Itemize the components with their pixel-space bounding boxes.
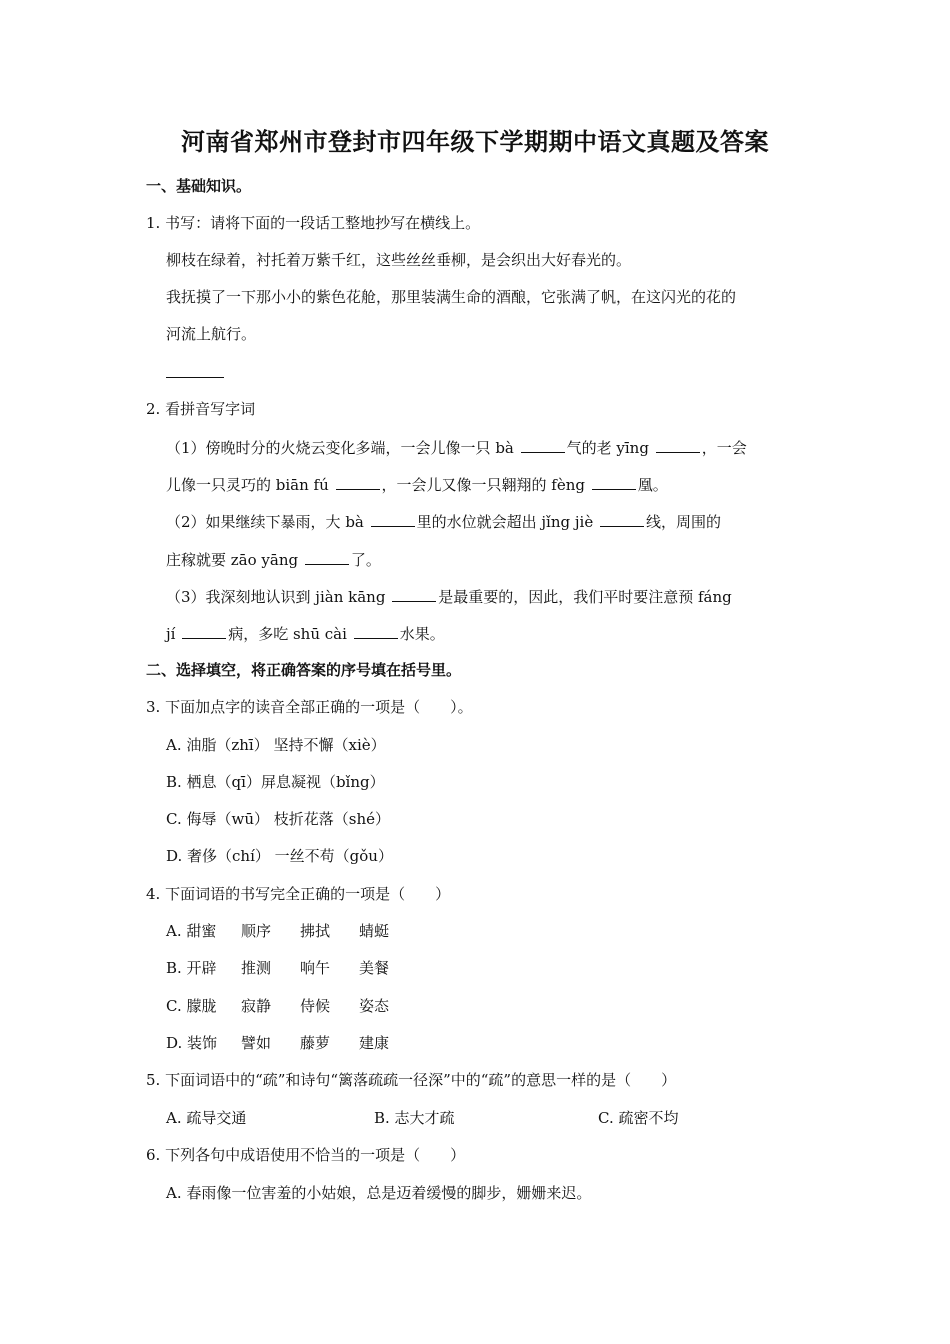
q3-option-c: C. 侮辱（wū） 枝折花落（shé）: [166, 810, 390, 828]
q4-b-2: 推测: [241, 959, 272, 977]
q1-answer-line[interactable]: [166, 377, 224, 378]
q5-option-c: C. 疏密不均: [598, 1109, 679, 1127]
q1-passage-1: 柳枝在绿着，衬托着万紫千红，这些丝丝垂柳，是会织出大好春光的。: [166, 251, 632, 269]
q4-c-2: 寂静: [241, 997, 272, 1015]
blank[interactable]: [656, 437, 700, 453]
q1-passage-2b: 河流上航行。: [166, 325, 257, 343]
q2-l1-b: 气的老 yīng: [566, 439, 654, 457]
q1-stem: 1. 书写：请将下面的一段话工整地抄写在横线上。: [146, 214, 481, 232]
blank[interactable]: [392, 586, 436, 602]
q5-option-b: B. 志大才疏: [374, 1109, 455, 1127]
q4-a-3: 拂拭: [300, 922, 331, 940]
q2-l6-c: 水果。: [399, 625, 445, 643]
q4-stem: 4. 下面词语的书写完全正确的一项是（ ）: [146, 885, 451, 903]
q2-l3-b: 里的水位就会超出 jǐng jiè: [416, 513, 598, 531]
q2-line-3: [166, 511, 721, 532]
q2-l2-b: ，一会儿又像一只翱翔的 fèng: [381, 476, 590, 494]
q4-option-c: [166, 996, 389, 1016]
q4-option-d: [166, 1033, 389, 1053]
q2-l2-a: 儿像一只灵巧的 biān fú: [166, 476, 334, 494]
blank[interactable]: [305, 549, 349, 565]
blank[interactable]: [371, 511, 415, 527]
blank[interactable]: [336, 474, 380, 490]
q4-b-1: B. 开辟: [166, 959, 217, 977]
q2-l1-a: （1）傍晚时分的火烧云变化多端，一会儿像一只 bà: [166, 439, 519, 457]
q2-l2-c: 凰。: [637, 476, 668, 494]
q2-l4-a: 庄稼就要 zāo yāng: [166, 551, 303, 569]
blank[interactable]: [182, 623, 226, 639]
q4-a-4: 蜻蜓: [359, 922, 390, 940]
q4-c-4: 姿态: [359, 997, 390, 1015]
q4-d-4: 建康: [359, 1034, 390, 1052]
q4-a-2: 顺序: [241, 922, 272, 940]
blank[interactable]: [354, 623, 398, 639]
q2-line-1: [166, 437, 747, 458]
q2-l3-c: 线，周围的: [645, 513, 721, 531]
q5-stem: 5. 下面词语中的“疏”和诗句“篱落疏疏一径深”中的“疏”的意思一样的是（ ）: [146, 1071, 677, 1089]
q2-l6-a: jí: [166, 625, 181, 643]
blank[interactable]: [521, 437, 565, 453]
blank[interactable]: [600, 511, 644, 527]
q1-passage-2a: 我抚摸了一下那小小的紫色花舱，那里装满生命的酒酿，它张满了帆，在这闪光的花的: [166, 288, 737, 306]
q6-stem: 6. 下列各句中成语使用不恰当的一项是（ ）: [146, 1146, 466, 1164]
q4-d-1: D. 装饰: [166, 1034, 218, 1052]
q3-option-d: D. 奢侈（chí） 一丝不苟（gǒu）: [166, 847, 393, 865]
q6-option-a: A. 春雨像一位害羞的小姑娘，总是迈着缓慢的脚步，姗姗来迟。: [166, 1184, 592, 1202]
q4-c-1: C. 朦胧: [166, 997, 217, 1015]
q2-l1-c: ，一会: [701, 439, 747, 457]
q4-d-2: 譬如: [241, 1034, 272, 1052]
q2-l6-b: 病，多吃 shū cài: [228, 625, 352, 643]
q2-l4-b: 了。: [350, 551, 381, 569]
q2-line-5: [166, 586, 732, 607]
q4-d-3: 藤萝: [300, 1034, 331, 1052]
q3-stem: 3. 下面加点字的读音全部正确的一项是（ ）。: [146, 698, 473, 716]
blank[interactable]: [592, 474, 636, 490]
q5-option-a: A. 疏导交通: [166, 1109, 247, 1127]
q2-l5-a: （3）我深刻地认识到 jiàn kāng: [166, 588, 391, 606]
q4-b-4: 美餐: [359, 959, 390, 977]
q4-c-3: 侍候: [300, 997, 331, 1015]
q2-l3-a: （2）如果继续下暴雨，大 bà: [166, 513, 369, 531]
q4-option-b: [166, 958, 389, 978]
q4-option-a: [166, 921, 389, 941]
q2-stem: 2. 看拼音写字词: [146, 400, 256, 418]
q4-b-3: 响午: [300, 959, 331, 977]
q3-option-b: B. 栖息（qī）屏息凝视（bǐng）: [166, 773, 385, 791]
section-heading-2: 二、选择填空，将正确答案的序号填在括号里。: [146, 661, 462, 679]
q2-line-2: [166, 474, 668, 495]
q2-l5-b: 是最重要的，因此，我们平时要注意预 fáng: [438, 588, 732, 606]
section-heading-1: 一、基础知识。: [146, 177, 252, 195]
q3-option-a: A. 油脂（zhī） 坚持不懈（xiè）: [166, 736, 386, 754]
q2-line-6: [166, 623, 445, 644]
q2-line-4: [166, 549, 381, 570]
q4-a-1: A. 甜蜜: [166, 922, 217, 940]
page-title: 河南省郑州市登封市四年级下学期期中语文真题及答案: [181, 128, 769, 156]
